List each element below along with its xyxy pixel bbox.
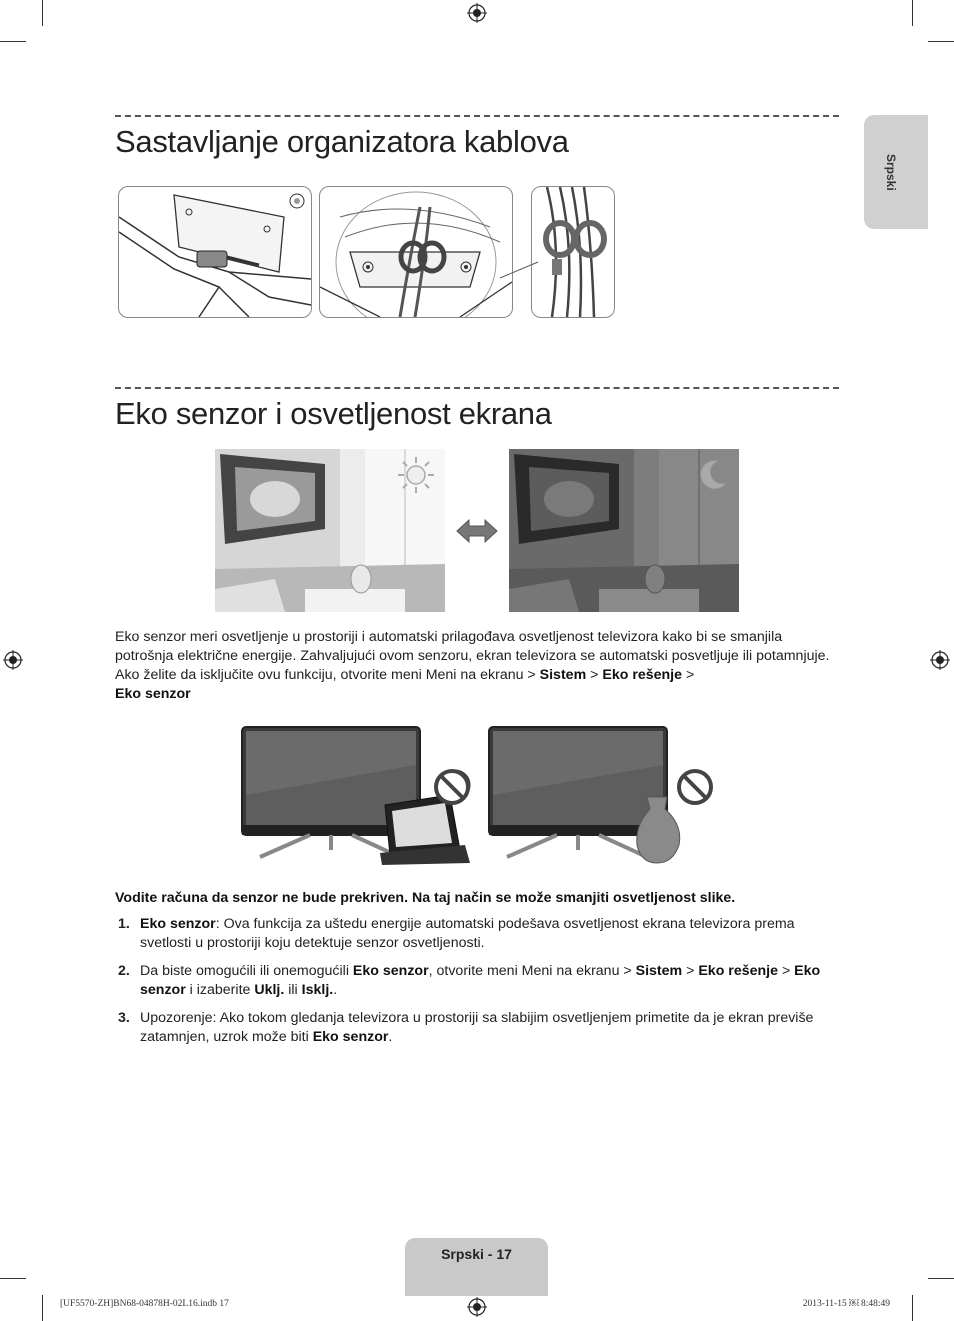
crop-mark (0, 41, 26, 42)
eco-sensor-steps (115, 915, 839, 1056)
registration-mark-icon (930, 650, 950, 670)
cable-organizer-figure-2 (319, 186, 513, 318)
double-arrow-icon (455, 518, 499, 544)
print-slug-left: [UF5570-ZH]BN68-04878H-02L16.indb 17 (60, 1299, 229, 1309)
crop-mark (42, 1295, 43, 1321)
crop-mark (42, 0, 43, 26)
registration-mark-icon (3, 650, 23, 670)
list-item: 1. Eko senzor: Ova funkcija za uštedu energije automatski podešava osvetljenost ekrana televizora prema svetlosti u prostoriji koju detektuje senzor osvetljenosti. (118, 916, 795, 951)
section1-title: Sastavljanje organizatora kablova (115, 124, 569, 159)
zoom-connector-lines (500, 240, 540, 280)
cable-organizer-figure-3 (531, 186, 615, 318)
language-side-tab-label: Srpski (884, 153, 898, 191)
section-divider (115, 115, 839, 117)
page-number: Srpski - 17 (441, 1246, 512, 1262)
crop-mark (912, 1295, 913, 1321)
crop-mark (912, 0, 913, 26)
prohibited-icon (676, 768, 714, 806)
section2-title: Eko senzor i osvetljenost ekrana (115, 396, 552, 431)
registration-mark-icon (467, 3, 487, 23)
cable-organizer-figure-1 (118, 186, 312, 318)
prohibited-icon (433, 768, 471, 806)
list-item: 2. Da biste omogućili ili onemogućili Eko senzor, otvorite meni Meni na ekranu > Sistem > Eko rešenje > Eko senzor i izaberite Uklj. ili Isklj.. (118, 963, 821, 998)
section-divider (115, 387, 839, 389)
registration-mark-icon (467, 1297, 487, 1317)
crop-mark (0, 1278, 26, 1279)
eco-sensor-intro: Eko senzor meri osvetljenje u prostoriji i automatski prilagođava osvetljenost televizora kako bi se smanjila potrošnja električne energije. Zahvaljujući ovom senzoru, ekran televizora se automatski posvetljuje ili potamnjuje. Ako želite da isključite ovu funkciju, otvorite meni Meni na ekranu > Sistem > Eko rešenje > Eko senzor (115, 629, 830, 702)
list-item: 3. Upozorenje: Ako tokom gledanja televizora u prostoriji sa slabijim osvetljenjem primetite da je ekran previše zatamnjen, uzrok može biti Eko senzor. (118, 1010, 814, 1045)
crop-mark (928, 41, 954, 42)
print-slug-right: 2013-11-15 ￼ 8:48:49 (802, 1299, 890, 1309)
moon-icon (692, 455, 732, 495)
sun-icon (396, 455, 436, 495)
crop-mark (928, 1278, 954, 1279)
sensor-warning: Vodite računa da senzor ne bude prekriven. Na taj način se može smanjiti osvetljenost slike. (115, 890, 736, 906)
